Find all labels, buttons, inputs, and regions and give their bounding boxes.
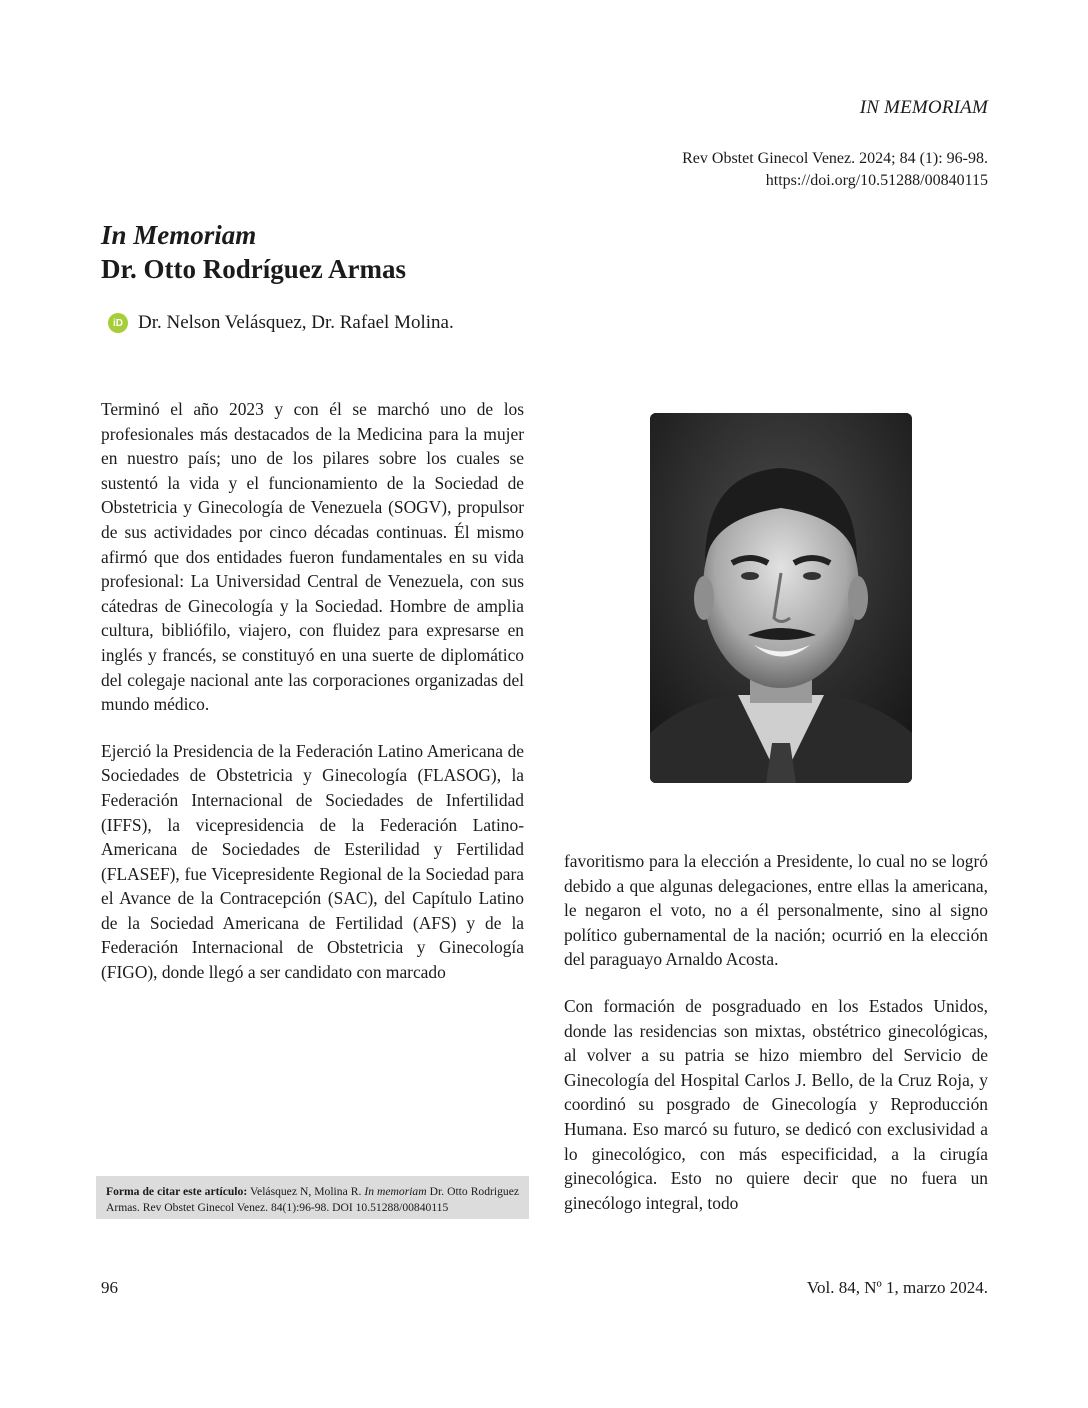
body-paragraph: favoritismo para la elección a Presidente, lo cual no se logró debido a que algunas delegaciones, entre ellas la americana, le negaron el voto, no a él personalmente, sino al signo político gubernamental de la nación; ocurrió en la elección del paraguayo Arnaldo Acosta.	[564, 851, 988, 970]
article-title	[101, 218, 406, 286]
citation-italic: In memoriam	[364, 1185, 427, 1198]
orcid-icon[interactable]: iD	[108, 313, 128, 333]
journal-citation-block	[682, 148, 988, 192]
doi-link[interactable]: https://doi.org/10.51288/00840115	[765, 172, 988, 189]
section-label: IN MEMORIAM	[859, 97, 988, 118]
body-right-column	[564, 849, 988, 1237]
portrait-illustration	[650, 413, 912, 783]
body-left-column	[101, 397, 524, 1007]
title-line-2: Dr. Otto Rodríguez Armas	[101, 254, 406, 284]
citation-label: Forma de citar este artículo:	[106, 1185, 248, 1198]
authors-line	[108, 312, 454, 334]
volume-info: Vol. 84, Nº 1, marzo 2024.	[806, 1278, 988, 1297]
author-names: Dr. Nelson Velásquez, Dr. Rafael Molina.	[138, 312, 454, 333]
title-line-1: In Memoriam	[101, 220, 257, 250]
citation-text: Velásquez N, Molina R.	[247, 1185, 365, 1198]
body-paragraph: Ejerció la Presidencia de la Federación Latino Americana de Sociedades de Obstetricia y Ginecología (FLASOG), la Federación Internacional de Sociedades de Infertilidad (IFFS), la vicepresidencia de la Federación Latino-Americana de Sociedades de Esterilidad y Fertilidad (FLASEF), fue Vicepresidente Regional de la Sociedad para el Avance de la Contracepción (SAC), del Capítulo Latino de la Sociedad Americana de Fertilidad (AFS) y de la Federación Internacional de Obstetricia y Ginecología (FIGO), donde llegó a ser candidato con marcado	[101, 740, 524, 983]
body-paragraph: Con formación de posgraduado en los Estados Unidos, donde las residencias son mixtas, obstétrico ginecológicas, al volver a su patria se hizo miembro del Servicio de Ginecología del Hospital Carlos J. Bello, de la Cruz Roja, y coordinó su posgrado de Ginecología y Reproducción Humana. Eso marcó su futuro, se dedicó con exclusividad a lo ginecológico, con más especificidad, a la cirugía ginecológica. Esto no quiere decir que no fuera un ginecólogo integral, todo	[564, 995, 988, 1213]
body-paragraph: Terminó el año 2023 y con él se marchó uno de los profesionales más destacados de la Medicina para la mujer en nuestro país; uno de los pilares sobre los cuales se sustentó la vida y el funcionamiento de la Sociedad de Obstetricia y Ginecología de Venezuela (SOGV), propulsor de sus actividades por cinco décadas continuas. Él mismo afirmó que dos entidades fueron fundamentales en su vida profesional: La Universidad Central de Venezuela, con sus cátedras de Ginecología y la Sociedad. Hombre de amplia cultura, bibliófilo, viajero, con fluidez para expresarse en inglés y francés, se constituyó en una suerte de diplomático del colegaje nacional ante las corporaciones organizadas del mundo médico.	[101, 399, 524, 715]
page-number: 96	[101, 1278, 118, 1297]
citation-box	[96, 1176, 529, 1219]
journal-citation: Rev Obstet Ginecol Venez. 2024; 84 (1): 96-98.	[682, 150, 988, 167]
citation-text-rest: Dr. Otto Rodriguez Armas. Rev Obstet Ginecol Venez. 84(1):96-98. DOI 10.51288/00840115	[106, 1185, 519, 1214]
portrait-photo	[650, 413, 912, 783]
